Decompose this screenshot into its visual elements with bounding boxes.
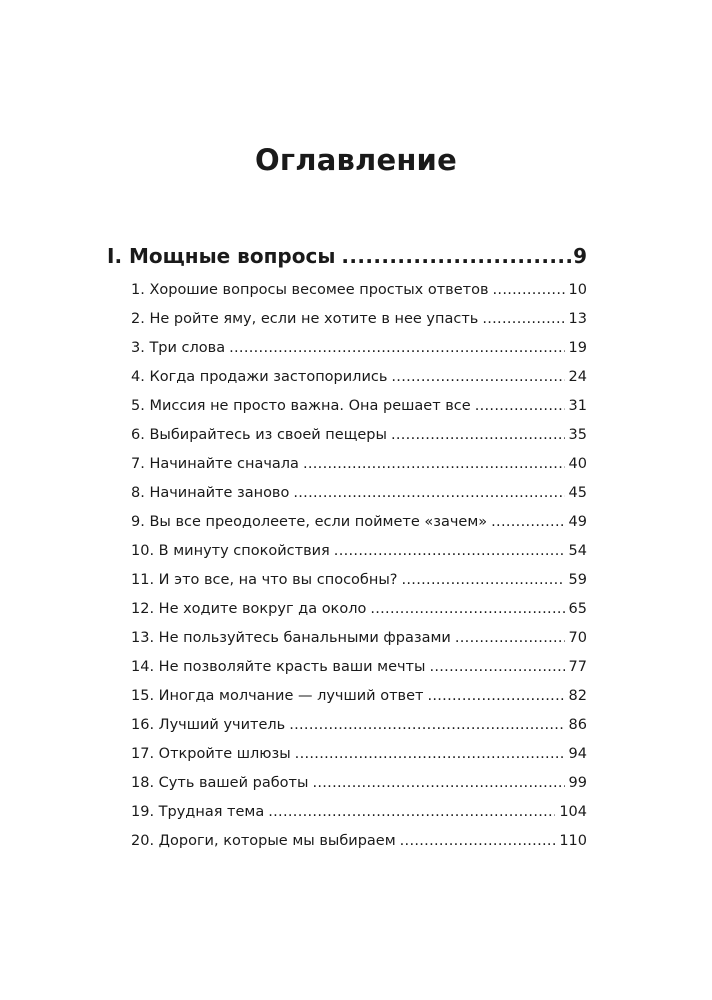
toc-section-heading — [107, 244, 587, 278]
dot-leader — [391, 369, 564, 385]
entry-page-number: 65 — [568, 601, 587, 617]
toc-entry — [107, 804, 587, 833]
entry-page-number: 13 — [568, 311, 587, 327]
dot-leader — [370, 601, 564, 617]
toc-entry — [107, 485, 587, 514]
toc-entry — [107, 311, 587, 340]
dot-leader — [341, 244, 573, 268]
entry-page-number: 110 — [559, 833, 587, 849]
entry-title: 17. Откройте шлюзы — [131, 746, 291, 762]
entry-title: 4. Когда продажи застопорились — [131, 369, 388, 385]
dot-leader — [482, 311, 564, 327]
dot-leader — [401, 572, 564, 588]
entry-title: 15. Иногда молчание — лучший ответ — [131, 688, 424, 704]
entry-title: 19. Трудная тема — [131, 804, 265, 820]
entry-title: 1. Хорошие вопросы весомее простых ответов — [131, 282, 489, 298]
dot-leader — [429, 659, 564, 675]
toc-entry — [107, 572, 587, 601]
toc-entry — [107, 427, 587, 456]
entry-page-number: 10 — [568, 282, 587, 298]
page-title: Оглавление — [255, 143, 457, 177]
dot-leader — [268, 804, 555, 820]
entry-title: 16. Лучший учитель — [131, 717, 286, 733]
entry-page-number: 31 — [568, 398, 587, 414]
entry-title: 2. Не ройте яму, если не хотите в нее упасть — [131, 311, 479, 327]
entry-page-number: 99 — [568, 775, 587, 791]
toc-entry — [107, 775, 587, 804]
entry-page-number: 24 — [568, 369, 587, 385]
toc-entry — [107, 688, 587, 717]
entry-title: 9. Вы все преодолеете, если поймете «зачем» — [131, 514, 488, 530]
entry-title: 6. Выбирайтесь из своей пещеры — [131, 427, 387, 443]
toc-entry — [107, 630, 587, 659]
toc-entry — [107, 456, 587, 485]
entry-page-number: 35 — [568, 427, 587, 443]
entry-page-number: 86 — [568, 717, 587, 733]
dot-leader — [493, 282, 565, 298]
section-page-number: 9 — [573, 244, 587, 268]
entry-title: 18. Суть вашей работы — [131, 775, 309, 791]
entry-title: 12. Не ходите вокруг да около — [131, 601, 367, 617]
dot-leader — [293, 485, 564, 501]
dot-leader — [491, 514, 564, 530]
entry-page-number: 82 — [568, 688, 587, 704]
dot-leader — [400, 833, 556, 849]
entry-page-number: 94 — [568, 746, 587, 762]
toc-entry — [107, 543, 587, 572]
dot-leader — [303, 456, 565, 472]
entry-page-number: 40 — [568, 456, 587, 472]
dot-leader — [289, 717, 564, 733]
dot-leader — [312, 775, 564, 791]
entry-title: 7. Начинайте сначала — [131, 456, 299, 472]
entry-title: 5. Миссия не просто важна. Она решает все — [131, 398, 471, 414]
entry-title: 3. Три слова — [131, 340, 226, 356]
toc-entry — [107, 833, 587, 862]
entry-title: 8. Начинайте заново — [131, 485, 290, 501]
entry-title: 14. Не позволяйте красть ваши мечты — [131, 659, 426, 675]
toc-entry — [107, 369, 587, 398]
entry-page-number: 19 — [568, 340, 587, 356]
toc-entry — [107, 601, 587, 630]
entry-title: 20. Дороги, которые мы выбираем — [131, 833, 396, 849]
dot-leader — [295, 746, 565, 762]
entry-page-number: 77 — [568, 659, 587, 675]
entry-title: 13. Не пользуйтесь банальными фразами — [131, 630, 451, 646]
entry-page-number: 104 — [559, 804, 587, 820]
dot-leader — [334, 543, 565, 559]
toc-entry — [107, 340, 587, 369]
dot-leader — [229, 340, 564, 356]
entry-page-number: 45 — [568, 485, 587, 501]
entry-page-number: 70 — [568, 630, 587, 646]
section-title: I. Мощные вопросы — [107, 244, 336, 268]
dot-leader — [455, 630, 565, 646]
table-of-contents — [107, 244, 587, 862]
entry-page-number: 54 — [568, 543, 587, 559]
dot-leader — [391, 427, 565, 443]
toc-entry — [107, 659, 587, 688]
toc-entry — [107, 398, 587, 427]
dot-leader — [475, 398, 565, 414]
entry-title: 10. В минуту спокойствия — [131, 543, 330, 559]
dot-leader — [427, 688, 564, 704]
toc-entry — [107, 282, 587, 311]
entry-page-number: 59 — [568, 572, 587, 588]
entry-page-number: 49 — [568, 514, 587, 530]
toc-entry — [107, 514, 587, 543]
toc-entry — [107, 746, 587, 775]
toc-entry — [107, 717, 587, 746]
entry-title: 11. И это все, на что вы способны? — [131, 572, 398, 588]
